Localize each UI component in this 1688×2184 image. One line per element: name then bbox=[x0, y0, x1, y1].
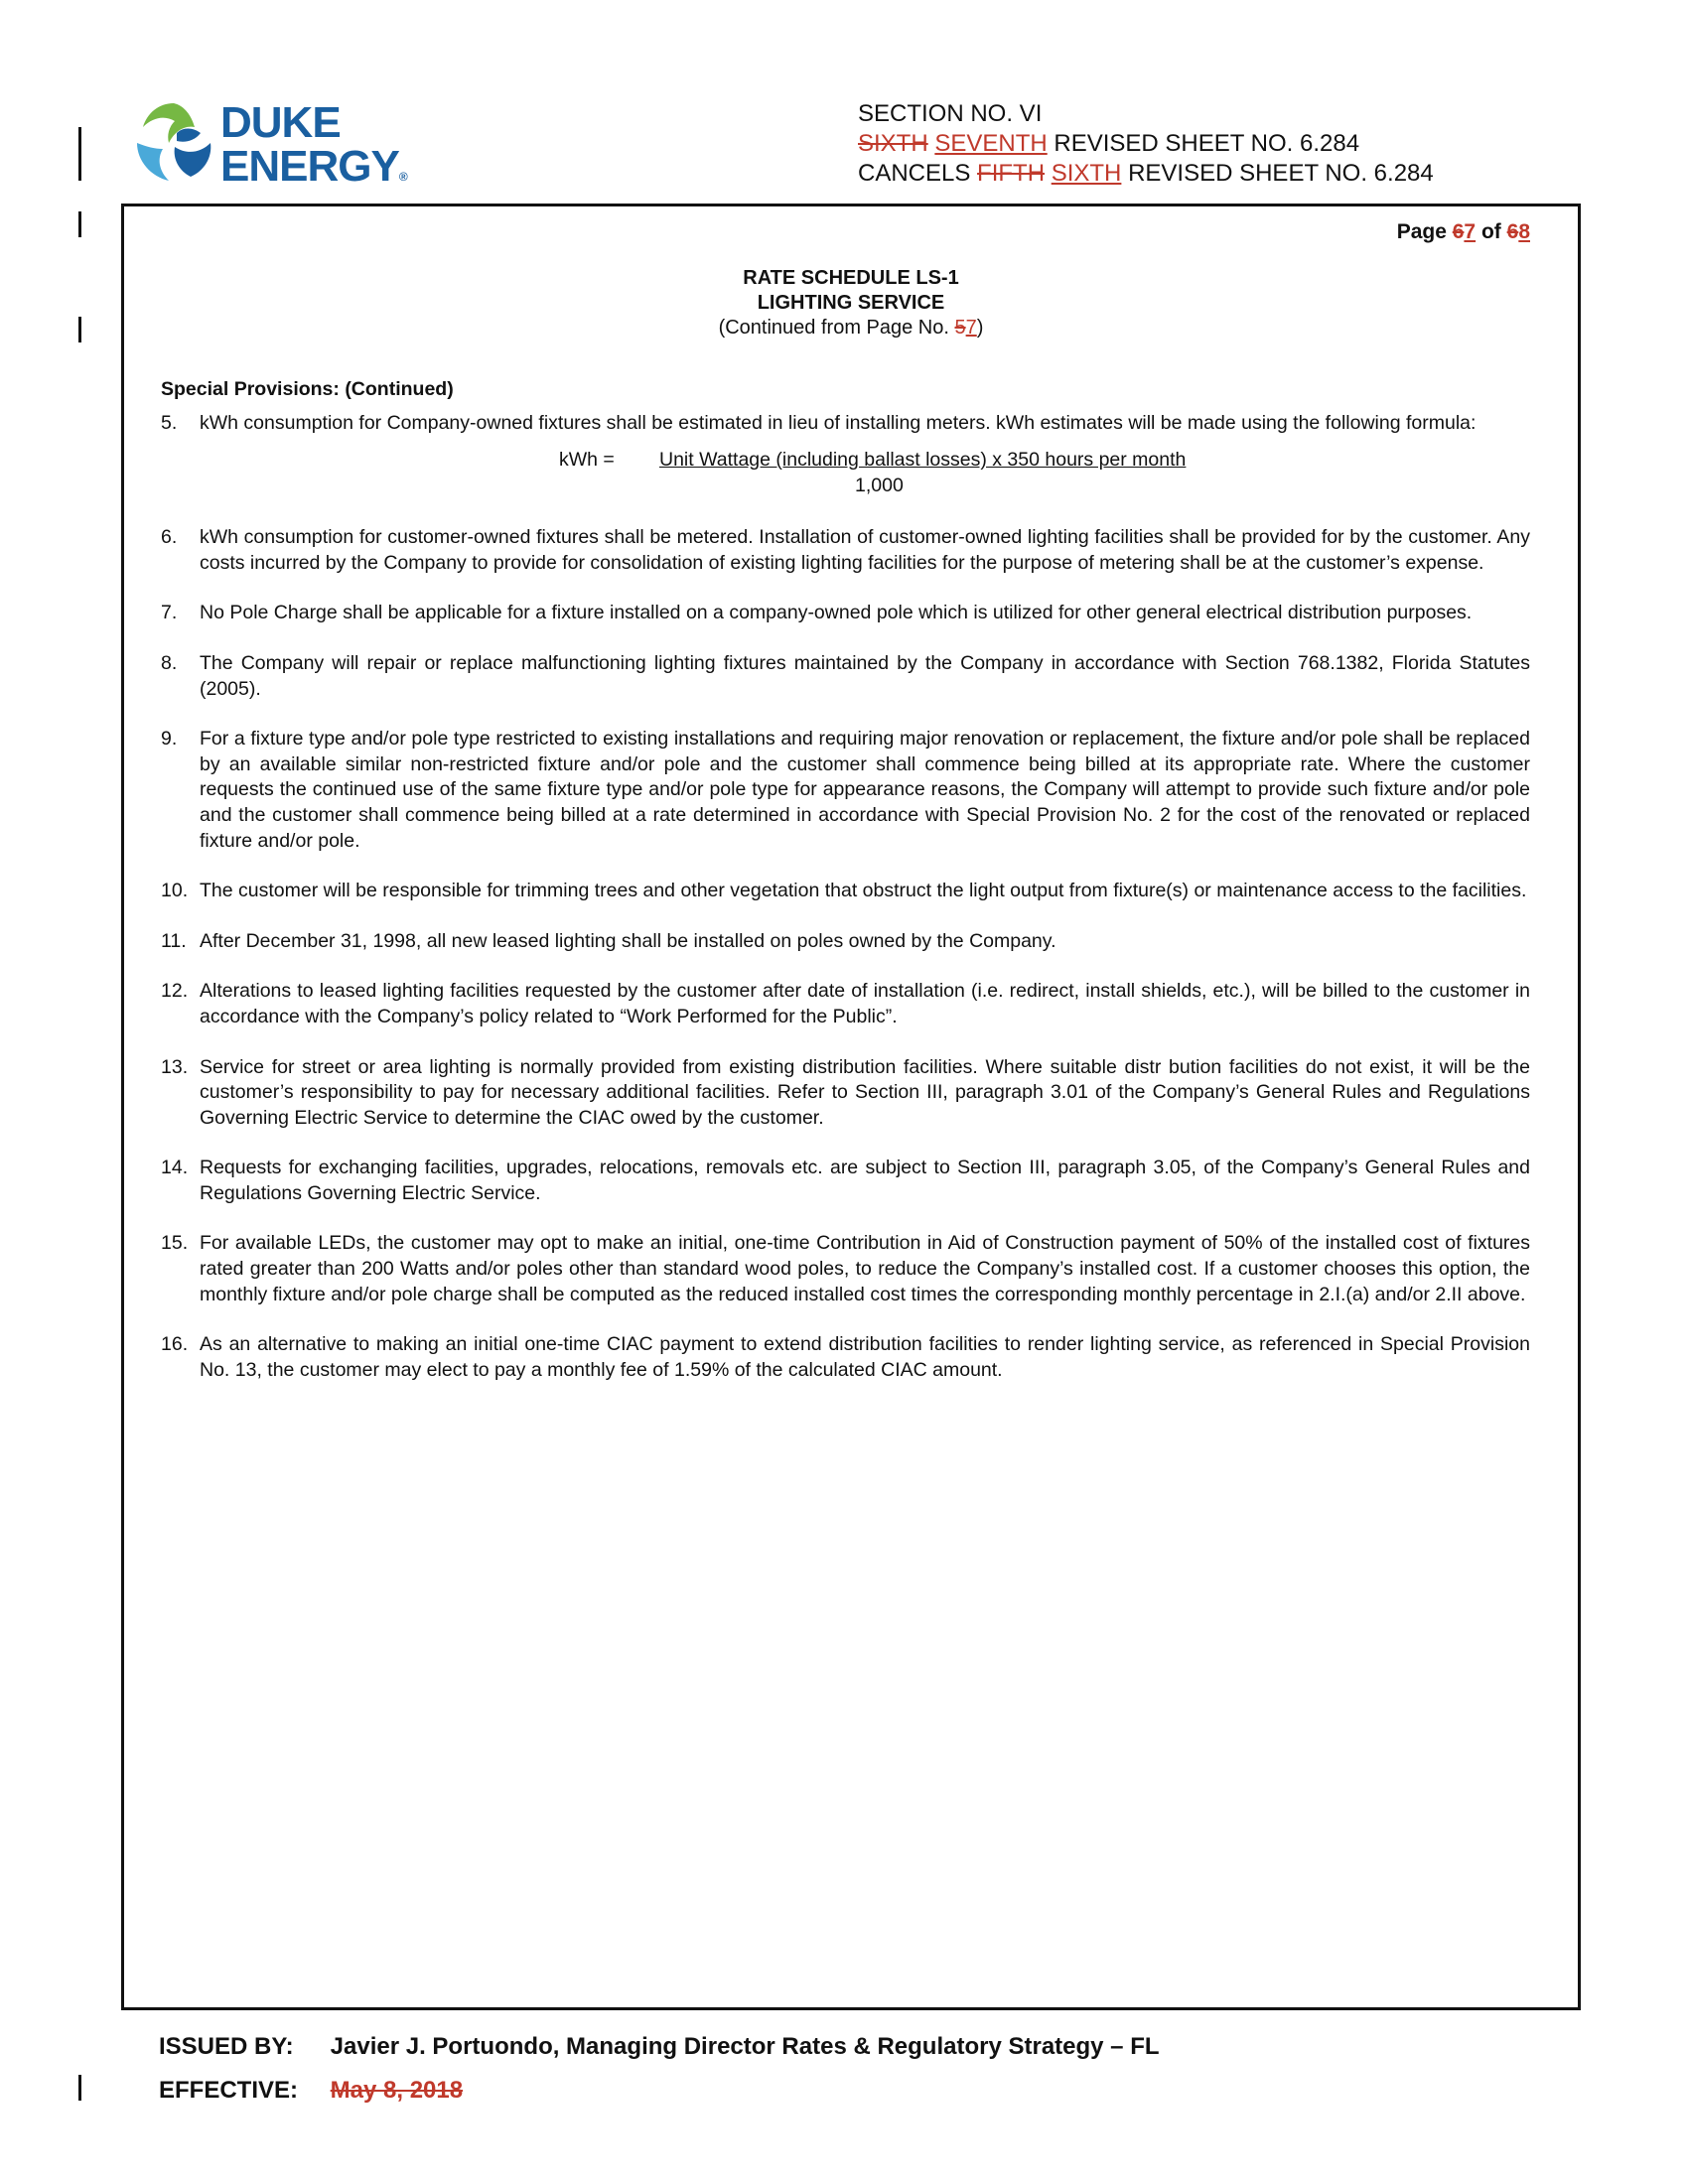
formula-numerator: Unit Wattage (including ballast losses) x 350 hours per month bbox=[659, 449, 1187, 472]
provision-text: kWh consumption for customer-owned fixtures shall be metered. Installation of customer-owned lighting facilities shall be provided for by the customer. Any costs incurred by the Company to provide for consolidation of existing lighting facilities for the purpose of metering shall be at the customer’s expense. bbox=[200, 526, 1530, 574]
deleted-text: FIFTH bbox=[977, 160, 1046, 187]
revised-sheet-line bbox=[858, 129, 1434, 159]
provision-text: After December 31, 1998, all new leased lighting shall be installed on poles owned by the Company. bbox=[200, 929, 1056, 952]
deleted-text: 6 bbox=[1506, 220, 1519, 243]
page-label: Page bbox=[1396, 220, 1447, 243]
title-line1: RATE SCHEDULE LS-1 bbox=[743, 267, 959, 289]
effective-label: EFFECTIVE: bbox=[159, 2077, 299, 2104]
formula-lhs: kWh = bbox=[559, 449, 615, 472]
provision-item bbox=[161, 879, 1530, 904]
inserted-text: SIXTH bbox=[1051, 160, 1122, 187]
inserted-text: SEVENTH bbox=[934, 130, 1048, 157]
provision-text: For a fixture type and/or pole type restricted to existing installations and requiring major renovation or replacement, the fixture and/or pole shall be replaced by an available similar non-restricted fixture and/or pole and the customer shall commence being billed at its appropriate rate. Where the customer requests the continued use of the same fixture type and/or pole type for appearance reasons, the Company will attempt to provide such fixture and/or pole and the customer shall commence being billed at a rate determined in accordance with Special Provision No. 2 for the cost of the renovated or replaced fixture and/or pole. bbox=[200, 728, 1530, 852]
rate-schedule-title bbox=[124, 266, 1578, 341]
special-provisions bbox=[161, 377, 1530, 1408]
provision-number: 16. bbox=[161, 1333, 189, 1356]
provision-text: kWh consumption for Company-owned fixtures shall be estimated in lieu of installing meters. kWh estimates will be made using the following formula: bbox=[200, 411, 1477, 434]
footer bbox=[159, 2033, 1160, 2105]
formula-denominator: 1,000 bbox=[855, 475, 904, 497]
provision-item bbox=[161, 979, 1530, 1029]
change-bar bbox=[78, 211, 81, 237]
document-frame bbox=[121, 204, 1581, 2010]
issued-by-row bbox=[159, 2033, 1160, 2061]
provision-number: 13. bbox=[161, 1055, 189, 1078]
provision-item bbox=[161, 727, 1530, 854]
provision-text: Alterations to leased lighting facilities requested by the customer after date of installation (i.e. redirect, install shields, etc.), will be billed to the customer in accordance with the Company’s policy related to “Work Performed for the Public”. bbox=[200, 980, 1530, 1027]
special-provisions-heading: Special Provisions: (Continued) bbox=[161, 378, 454, 400]
deleted-text: SIXTH bbox=[858, 130, 928, 157]
provision-text: The Company will repair or replace malfunctioning lighting fixtures maintained by the Company in accordance with Section 768.1382, Florida Statutes (2005). bbox=[200, 651, 1530, 700]
provision-number: 14. bbox=[161, 1157, 189, 1179]
section-number: SECTION NO. VI bbox=[858, 100, 1043, 127]
provision-item bbox=[161, 525, 1530, 576]
inserted-text: 8 bbox=[1518, 220, 1530, 243]
cancels-sheet-line bbox=[858, 159, 1434, 189]
logo-text-line1: DUKE bbox=[220, 98, 341, 147]
continued-from: (Continued from Page No. 57) bbox=[718, 317, 984, 339]
provision-number: 8. bbox=[161, 651, 178, 674]
kwh-formula bbox=[161, 448, 1530, 499]
provision-number: 5. bbox=[161, 411, 178, 434]
change-bar bbox=[78, 2075, 81, 2101]
deleted-text: 6 bbox=[1452, 220, 1465, 243]
title-line2: LIGHTING SERVICE bbox=[757, 292, 945, 314]
change-bar bbox=[78, 317, 81, 342]
effective-row bbox=[159, 2077, 1160, 2105]
provision-item bbox=[161, 651, 1530, 702]
provision-item bbox=[161, 411, 1530, 437]
provision-number: 7. bbox=[161, 602, 178, 624]
provision-item bbox=[161, 1156, 1530, 1206]
sheet-number-text: REVISED SHEET NO. 6.284 bbox=[1128, 160, 1434, 187]
provision-item bbox=[161, 601, 1530, 626]
provision-text: Service for street or area lighting is normally provided from existing distribution facilities. Where suitable distr bution facilities do not exist, it will be the customer’s responsibility to pay for necessary additional facilities. Refer to Section III, paragraph 3.01 of the Company’s General Rules and Regulations Governing Electric Service to determine the CIAC owed by the customer. bbox=[200, 1055, 1530, 1129]
page-number bbox=[1397, 220, 1530, 244]
inserted-text: 7 bbox=[965, 317, 977, 339]
inserted-text: 7 bbox=[1464, 220, 1477, 243]
provision-text: Requests for exchanging facilities, upgrades, relocations, removals etc. are subject to Section III, paragraph 3.05, of the Company’s General Rules and Regulations Governing Electric Service. bbox=[200, 1157, 1530, 1204]
change-bar bbox=[78, 127, 81, 181]
provision-item bbox=[161, 1055, 1530, 1132]
deleted-text: 5 bbox=[954, 317, 966, 339]
of-label: of bbox=[1480, 220, 1501, 243]
provision-item bbox=[161, 1231, 1530, 1307]
issued-by-value: Javier J. Portuondo, Managing Director Rates & Regulatory Strategy – FL bbox=[330, 2033, 1160, 2060]
provision-number: 6. bbox=[161, 526, 178, 549]
provision-number: 15. bbox=[161, 1232, 189, 1255]
duke-energy-logo bbox=[129, 97, 427, 193]
provision-number: 10. bbox=[161, 880, 189, 902]
issued-by-label: ISSUED BY: bbox=[159, 2033, 294, 2060]
cancels-label: CANCELS bbox=[858, 160, 971, 187]
provision-number: 11. bbox=[161, 929, 187, 952]
registered-mark: ® bbox=[398, 170, 408, 184]
provision-text: For available LEDs, the customer may opt to make an initial, one-time Contribution in Aid of Construction payment of 50% of the installed cost of fixtures rated greater than 200 Watts and/or poles other than standard wood poles, to reduce the Company’s installed cost. If a customer chooses this option, the monthly fixture and/or pole charge shall be computed as the reduced installed cost times the corresponding monthly percentage in 2.I.(a) and/or 2.II above. bbox=[200, 1232, 1530, 1305]
provision-item bbox=[161, 1332, 1530, 1383]
provision-text: No Pole Charge shall be applicable for a fixture installed on a company-owned pole which is utilized for other general electrical distribution purposes. bbox=[200, 602, 1473, 624]
provision-number: 9. bbox=[161, 728, 178, 751]
sheet-header bbox=[858, 99, 1434, 189]
provision-text: As an alternative to making an initial one-time CIAC payment to extend distribution facilities to render lighting service, as referenced in Special Provision No. 13, the customer may elect to pay a monthly fee of 1.59% of the calculated CIAC amount. bbox=[200, 1333, 1530, 1381]
provision-number: 12. bbox=[161, 980, 189, 1003]
provision-item bbox=[161, 929, 1530, 955]
sheet-number-text: REVISED SHEET NO. 6.284 bbox=[1054, 130, 1360, 157]
effective-date-deleted: May 8, 2018 bbox=[330, 2077, 464, 2104]
logo-text-line2: ENERGY® bbox=[220, 142, 408, 191]
provision-text: The customer will be responsible for trimming trees and other vegetation that obstruct the light output from fixture(s) or maintenance access to the facilities. bbox=[200, 880, 1527, 902]
duke-energy-logo-mark-icon bbox=[129, 97, 218, 189]
